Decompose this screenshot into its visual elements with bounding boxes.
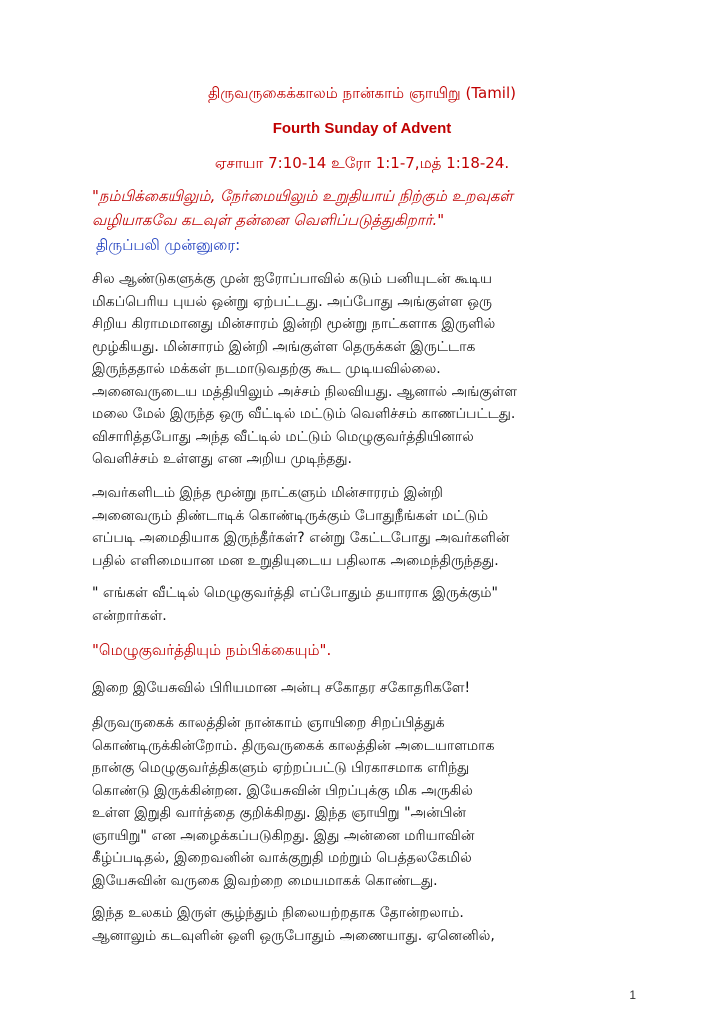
candle-hope-heading: "மெழுகுவர்த்தியும் நம்பிக்கையும்". [92, 641, 332, 659]
section-heading: திருப்பலி முன்னுரை: [96, 236, 241, 254]
greeting-line [92, 677, 652, 700]
page-number: 1 [629, 988, 636, 1002]
text-line: எப்படி அமைதியாக இருந்தீர்கள்? என்று கேட்டபோது அவர்களின் [92, 530, 510, 546]
text-line: இயேசுவின் வருகை இவற்றை மையமாகக் கொண்டது. [92, 872, 438, 889]
text-line: கொண்டு இருக்கின்றன. இயேசுவின் பிறப்புக்கு மிக அருகில் [92, 782, 473, 799]
document-title: திருவருகைக்காலம் நான்காம் ஞாயிறு (Tamil) [207, 84, 516, 102]
story-paragraph [92, 482, 652, 572]
quote-line: வழியாகவே கடவுள் தன்னை வெளிப்படுத்துகிறார்." [92, 211, 445, 229]
document-subtitle: Fourth Sunday of Advent [272, 120, 452, 137]
text-line: இறை இயேசுவில் பிரியமான அன்பு சகோதர சகோதரிகளே! [92, 680, 471, 696]
text-line: விசாரித்தபோது அந்த வீட்டில் மட்டும் மெழுகுவர்த்தியினால் [92, 428, 474, 445]
text-line: கீழ்ப்படிதல், இறைவனின் வாக்குறுதி மற்றும் பெத்தலகேமில் [92, 850, 472, 866]
text-line: வெளிச்சம் உள்ளது என அறிய முடிந்தது. [92, 451, 352, 467]
text-line: ஆனாலும் கடவுளின் ஒளி ஒருபோதும் அணையாது. ஏனெனில், [92, 927, 495, 944]
closing-paragraph [92, 902, 652, 947]
text-line: அனைவரும் திண்டாடிக் கொண்டிருக்கும் போதுநீங்கள் மட்டும் [92, 507, 489, 524]
text-line: ஞாயிறு" என அழைக்கப்படுகிறது. இது அன்னை மரியாவின் [92, 827, 475, 844]
scripture-readings: ஏசாயா 7:10-14 உரோ 1:1-7,மத் 1:18-24. [214, 154, 510, 172]
text-line: அவர்களிடம் இந்த மூன்று நாட்களும் மின்சாரரம் இன்றி [92, 485, 443, 501]
text-line: பதில் எளிமையான மன உறுதியுடைய பதிலாக அமைந்திருந்தது. [92, 552, 499, 569]
theme-quote [92, 184, 652, 232]
text-line: அனைவருடைய மத்தியிலும் அச்சம் நிலவியது. ஆனால் அங்குள்ள [92, 383, 518, 400]
text-line: நான்கு மெழுகுவர்த்திகளும் ஏற்றப்பட்டு பிரகாசமாக எரிந்து [92, 760, 470, 776]
text-line: என்றார்கள். [92, 607, 167, 624]
text-line: " எங்கள் வீட்டில் மெழுகுவர்த்தி எப்போதும் தயாராக இருக்கும்" [92, 585, 498, 601]
text-line: சில ஆண்டுகளுக்கு முன் ஐரோப்பாவில் கடும் பனியுடன் கூடிய [92, 271, 492, 287]
answer-paragraph [92, 582, 652, 627]
text-line: உள்ள இறுதி வார்த்தை குறிக்கிறது. இந்த ஞாயிறு "அன்பின் [92, 805, 466, 821]
intro-paragraph [92, 268, 652, 471]
text-line: சிறிய கிராமமானது மின்சாரம் இன்றி மூன்று நாட்களாக இருளில் [92, 316, 496, 332]
advent-paragraph [92, 712, 652, 892]
text-line: இந்த உலகம் இருள் சூழ்ந்தும் நிலையற்றதாக தோன்றலாம். [92, 905, 464, 921]
text-line: மூழ்கியது. மின்சாரம் இன்றி அங்குள்ள தெருக்கள் இருட்டாக [92, 338, 476, 355]
text-line: இருந்ததால் மக்கள் நடமாடுவதற்கு கூட முடியவில்லை. [92, 361, 441, 377]
text-line: கொண்டிருக்கின்றோம். திருவருகைக் காலத்தின் அடையாளமாக [92, 737, 495, 754]
text-line: மலை மேல் இருந்த ஒரு வீட்டில் மட்டும் வெளிச்சம் காணப்பட்டது. [92, 406, 516, 422]
text-line: மிகப்பெரிய புயல் ஒன்று ஏற்பட்டது. அப்போது அங்குள்ள ஒரு [92, 293, 492, 310]
text-line: திருவருகைக் காலத்தின் நான்காம் ஞாயிறை சிறப்பித்துக் [92, 715, 445, 731]
quote-line: "நம்பிக்கையிலும், நேர்மையிலும் உறுதியாய் நிற்கும் உறவுகள் [92, 187, 513, 205]
